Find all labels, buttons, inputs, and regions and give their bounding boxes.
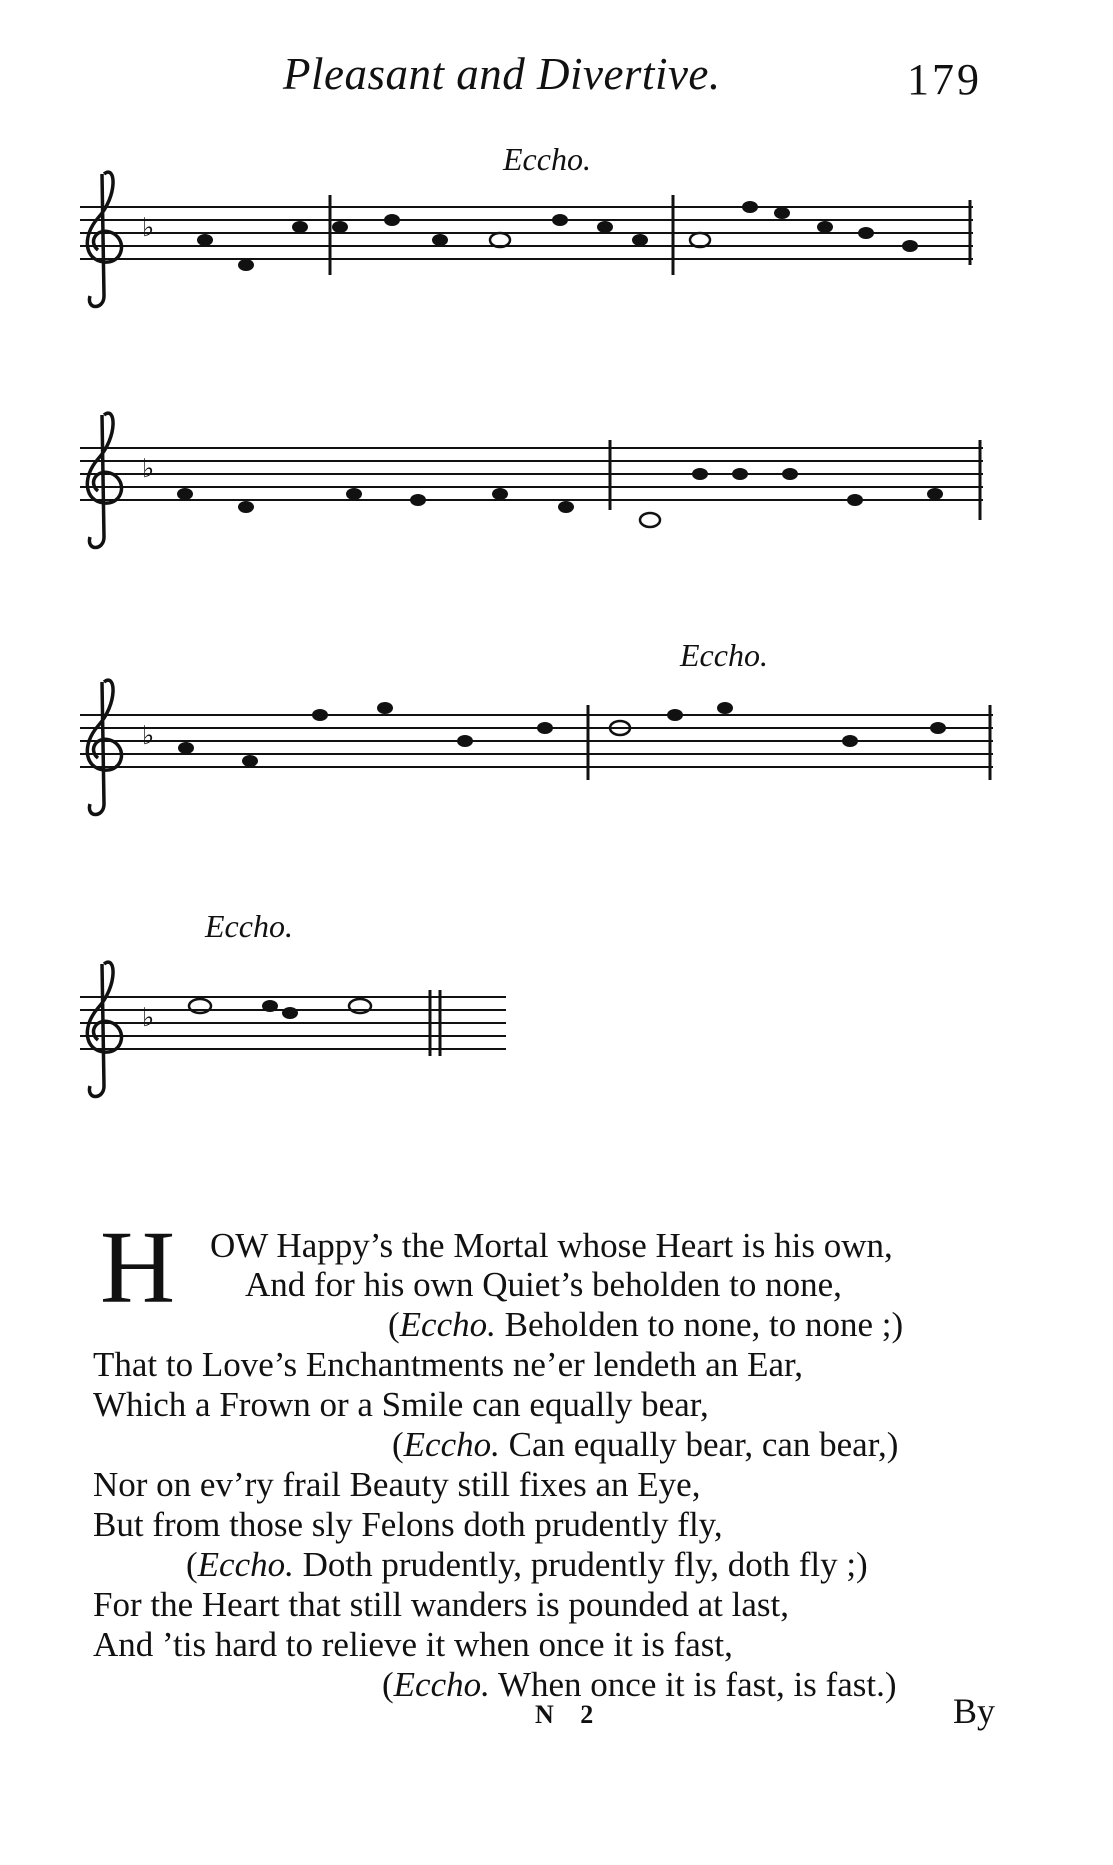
staff-system-4 bbox=[80, 962, 506, 1096]
verse-line: (Eccho. Doth prudently, prudently fly, doth fly ;) bbox=[186, 1545, 868, 1584]
svg-text:♭: ♭ bbox=[142, 721, 155, 751]
verse-line: That to Love’s Enchantments ne’er lendeth an Ear, bbox=[93, 1345, 803, 1384]
staff-system-3 bbox=[80, 680, 993, 814]
verse-line: (Eccho. Beholden to none, to none ;) bbox=[388, 1305, 904, 1344]
verse-line: (Eccho. Can equally bear, can bear,) bbox=[392, 1425, 899, 1464]
svg-text:♭: ♭ bbox=[142, 454, 155, 484]
page-number: 179 bbox=[907, 55, 982, 104]
eccho-label-2: Eccho. bbox=[680, 637, 768, 673]
verse-line: And for his own Quiet’s beholden to none, bbox=[245, 1265, 842, 1304]
eccho-label-1: Eccho. bbox=[503, 141, 591, 177]
catchword: By bbox=[953, 1691, 996, 1731]
running-title: Pleasant and Divertive. bbox=[283, 49, 721, 99]
verse-line: OW Happy’s the Mortal whose Heart is his own, bbox=[210, 1226, 893, 1265]
verse-line: Nor on ev’ry frail Beauty still fixes an Eye, bbox=[93, 1465, 701, 1504]
staff-system-1 bbox=[80, 172, 973, 306]
svg-text:♭: ♭ bbox=[142, 1003, 155, 1033]
verse-line: And ’tis hard to relieve it when once it is fast, bbox=[93, 1625, 733, 1664]
eccho-label-3: Eccho. bbox=[205, 908, 293, 944]
staff-system-2 bbox=[80, 413, 983, 547]
drop-capital: H bbox=[100, 1210, 176, 1325]
verse-line: Which a Frown or a Smile can equally bear, bbox=[93, 1385, 709, 1424]
verse-line: (Eccho. When once it is fast, is fast.) bbox=[382, 1665, 897, 1704]
verse-line: For the Heart that still wanders is pounded at last, bbox=[93, 1585, 789, 1624]
verse-line: But from those sly Felons doth prudently fly, bbox=[93, 1505, 723, 1544]
svg-text:♭: ♭ bbox=[142, 213, 155, 243]
printer-signature: N 2 bbox=[535, 1700, 604, 1729]
